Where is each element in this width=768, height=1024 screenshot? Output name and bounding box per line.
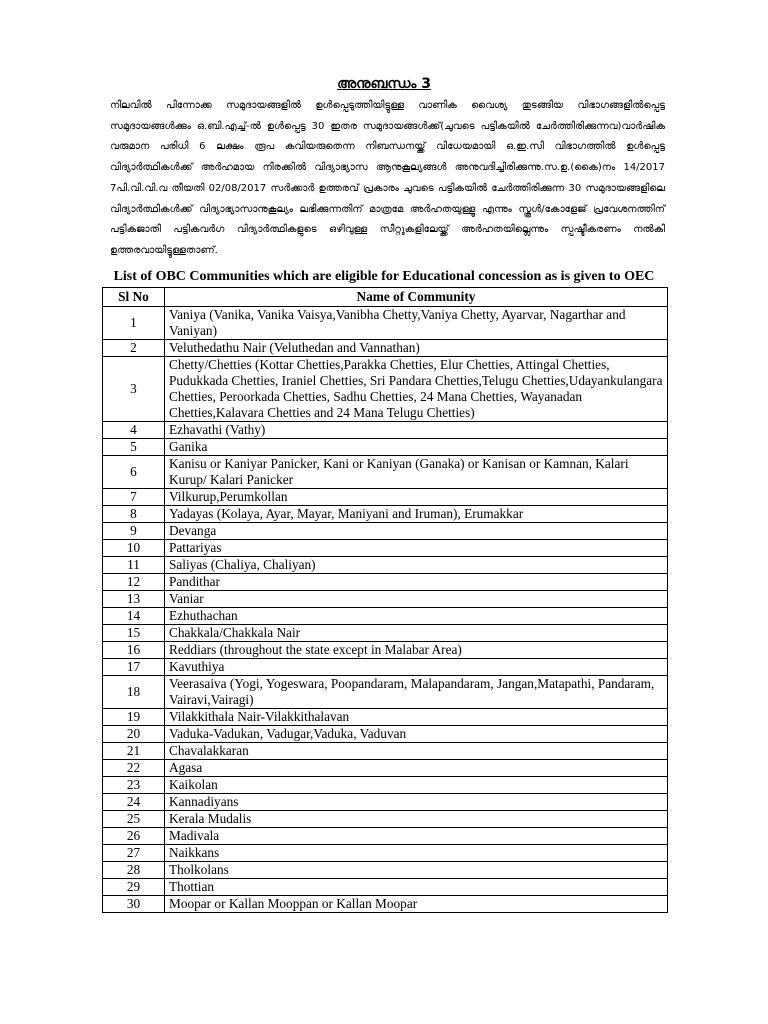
- community-name-cell: Madivala: [165, 828, 668, 845]
- sl-no-cell: 12: [103, 574, 165, 591]
- community-name-cell: Tholkolans: [165, 862, 668, 879]
- community-name-header: Name of Community: [165, 288, 668, 307]
- table-row: [103, 726, 668, 743]
- community-name-cell: Kerala Mudalis: [165, 811, 668, 828]
- community-name-cell: Chakkala/Chakkala Nair: [165, 625, 668, 642]
- sl-no-cell: 1: [103, 307, 165, 340]
- table-row: [103, 642, 668, 659]
- table-header-row: [103, 288, 668, 307]
- table-row: [103, 574, 668, 591]
- table-row: [103, 557, 668, 574]
- sl-no-cell: 25: [103, 811, 165, 828]
- sl-no-cell: 28: [103, 862, 165, 879]
- sl-no-cell: 5: [103, 439, 165, 456]
- table-row: [103, 608, 668, 625]
- table-row: [103, 540, 668, 557]
- sl-no-cell: 30: [103, 896, 165, 913]
- sl-no-cell: 16: [103, 642, 165, 659]
- sl-no-cell: 10: [103, 540, 165, 557]
- table-row: [103, 845, 668, 862]
- community-name-cell: Yadayas (Kolaya, Ayar, Mayar, Maniyani and Iruman), Erumakkar: [165, 506, 668, 523]
- table-row: [103, 862, 668, 879]
- community-name-cell: Vilakkithala Nair-Vilakkithalavan: [165, 709, 668, 726]
- community-name-cell: Moopar or Kallan Mooppan or Kallan Moopar: [165, 896, 668, 913]
- table-row: [103, 777, 668, 794]
- sl-no-cell: 14: [103, 608, 165, 625]
- sl-no-cell: 6: [103, 456, 165, 489]
- community-name-cell: Ezhavathi (Vathy): [165, 422, 668, 439]
- community-name-cell: Chavalakkaran: [165, 743, 668, 760]
- community-name-cell: Devanga: [165, 523, 668, 540]
- table-row: [103, 506, 668, 523]
- community-name-cell: Ezhuthachan: [165, 608, 668, 625]
- table-caption: List of OBC Communities which are eligible for Educational concession as is given to OEC: [113, 269, 655, 284]
- table-row: [103, 357, 668, 422]
- table-row: [103, 625, 668, 642]
- table-row: [103, 828, 668, 845]
- sl-no-cell: 7: [103, 489, 165, 506]
- sl-no-cell: 19: [103, 709, 165, 726]
- table-row: [103, 896, 668, 913]
- table-row: [103, 879, 668, 896]
- sl-no-cell: 17: [103, 659, 165, 676]
- sl-no-cell: 20: [103, 726, 165, 743]
- intro-paragraph: നിലവിൽ പിന്നോക്ക സമുദായങ്ങളിൽ ഉൾപ്പെടുത്തിയിട്ടുള്ള വാണിക വൈശ്യ തുടങ്ങിയ വിഭാഗങ്ങളിൽപ്പെട്ട സമുദായങ്ങൾക്കും ഒ.ബി.എച്ച്-ൽ ഉൾപ്പെട്ട 30 ഇതര സമുദായങ്ങൾക്ക്(ചുവടെ പട്ടികയിൽ ചേർത്തിരിക്കുന്നവ)വാർഷിക വരുമാന പരിധി 6 ലക്ഷം രൂപ കവിയരുതെന്ന നിബന്ധനയ്ക്ക് വിധേയമായി ഒ.ഇ.സി വിഭാഗത്തിൽ ഉൾപ്പെട്ട വിദ്യാർത്ഥികൾക്ക് അർഹമായ നിരക്കിൽ വിദ്യാഭ്യാസ ആനുകൂല്യങ്ങൾ അനുവദിച്ചിരിക്കുന്നു.സ.ഉ.(കൈ)നം 14/2017 7പി.വി.വി.വ തീയതി 02/08/2017 സർക്കാർ ഉത്തരവ് പ്രകാരം ചുവടെ പട്ടികയിൽ ചേർത്തിരിക്കുന്ന 30 സമുദായങ്ങളിലെ വിദ്യാർത്ഥികൾക്ക് വിദ്യാഭ്യാസാനുകൂല്യം ലഭിക്കുന്നതിന് മാത്രമേ അർഹതയുള്ളൂ എന്നും സ്കൂൾ/കോളേജ് പ്രവേശനത്തിന് പട്ടികജാതി പട്ടികവർഗ വിദ്യാർത്ഥികളുടെ ഒഴിവുള്ള സീറ്റുകളിലേയ്ക്ക് അർഹതയില്ലെന്നും സ്പഷ്ടീകരണം നൽകി ഉത്തരവായിട്ടുള്ളതാണ്.: [110, 100, 665, 256]
- sl-no-cell: 23: [103, 777, 165, 794]
- table-row: [103, 439, 668, 456]
- sl-no-cell: 15: [103, 625, 165, 642]
- community-name-cell: Vaniar: [165, 591, 668, 608]
- table-row: [103, 340, 668, 357]
- community-name-cell: Vaduka-Vadukan, Vadugar,Vaduka, Vaduvan: [165, 726, 668, 743]
- sl-no-cell: 21: [103, 743, 165, 760]
- table-row: [103, 307, 668, 340]
- annexure-heading: അനുബന്ധം 3: [337, 76, 431, 92]
- table-row: [103, 676, 668, 709]
- community-name-cell: Ganika: [165, 439, 668, 456]
- community-name-cell: Veerasaiva (Yogi, Yogeswara, Poopandaram, Malapandaram, Jangan,Matapathi, Pandaram, Vairavi,Vairagi): [165, 676, 668, 709]
- table-row: [103, 709, 668, 726]
- sl-no-cell: 4: [103, 422, 165, 439]
- sl-no-cell: 11: [103, 557, 165, 574]
- table-row: [103, 523, 668, 540]
- community-name-cell: Pandithar: [165, 574, 668, 591]
- community-name-cell: Kannadiyans: [165, 794, 668, 811]
- community-name-cell: Naikkans: [165, 845, 668, 862]
- sl-no-cell: 18: [103, 676, 165, 709]
- sl-no-cell: 24: [103, 794, 165, 811]
- table-body: [103, 307, 668, 913]
- sl-no-cell: 26: [103, 828, 165, 845]
- obc-communities-table: [102, 287, 668, 913]
- table-row: [103, 489, 668, 506]
- sl-no-cell: 3: [103, 357, 165, 422]
- table-row: [103, 591, 668, 608]
- table-row: [103, 456, 668, 489]
- table-row: [103, 659, 668, 676]
- community-name-cell: Kaikolan: [165, 777, 668, 794]
- community-name-cell: Agasa: [165, 760, 668, 777]
- community-name-cell: Saliyas (Chaliya, Chaliyan): [165, 557, 668, 574]
- table-row: [103, 794, 668, 811]
- community-name-cell: Reddiars (throughout the state except in Malabar Area): [165, 642, 668, 659]
- community-name-cell: Vilkurup,Perumkollan: [165, 489, 668, 506]
- sl-no-cell: 29: [103, 879, 165, 896]
- community-name-cell: Pattariyas: [165, 540, 668, 557]
- table-row: [103, 743, 668, 760]
- sl-no-cell: 27: [103, 845, 165, 862]
- sl-no-cell: 2: [103, 340, 165, 357]
- sl-no-cell: 8: [103, 506, 165, 523]
- sl-no-cell: 9: [103, 523, 165, 540]
- table-row: [103, 760, 668, 777]
- community-name-cell: Kanisu or Kaniyar Panicker, Kani or Kaniyan (Ganaka) or Kanisan or Kamnan, Kalari Kurup/ Kalari Panicker: [165, 456, 668, 489]
- community-name-cell: Kavuthiya: [165, 659, 668, 676]
- community-name-cell: Thottian: [165, 879, 668, 896]
- community-name-cell: Vaniya (Vanika, Vanika Vaisya,Vanibha Chetty,Vaniya Chetty, Ayarvar, Nagarthar and Vaniyan): [165, 307, 668, 340]
- community-name-cell: Veluthedathu Nair (Veluthedan and Vannathan): [165, 340, 668, 357]
- community-name-cell: Chetty/Chetties (Kottar Chetties,Parakka Chetties, Elur Chetties, Attingal Chetties, Pudukkada Chetties, Iraniel Chetties, Sri Pandara Chetties,Telugu Chetties,Udayankulangara Chetties, Peroorkada Chetties, Sadhu Chetties, 24 Mana Chetties, Wayanadan Chetties,Kalavara Chetties and 24 Mana Telugu Chetties): [165, 357, 668, 422]
- table-row: [103, 811, 668, 828]
- sl-no-cell: 22: [103, 760, 165, 777]
- table-row: [103, 422, 668, 439]
- sl-no-cell: 13: [103, 591, 165, 608]
- sl-no-header: Sl No: [103, 288, 165, 307]
